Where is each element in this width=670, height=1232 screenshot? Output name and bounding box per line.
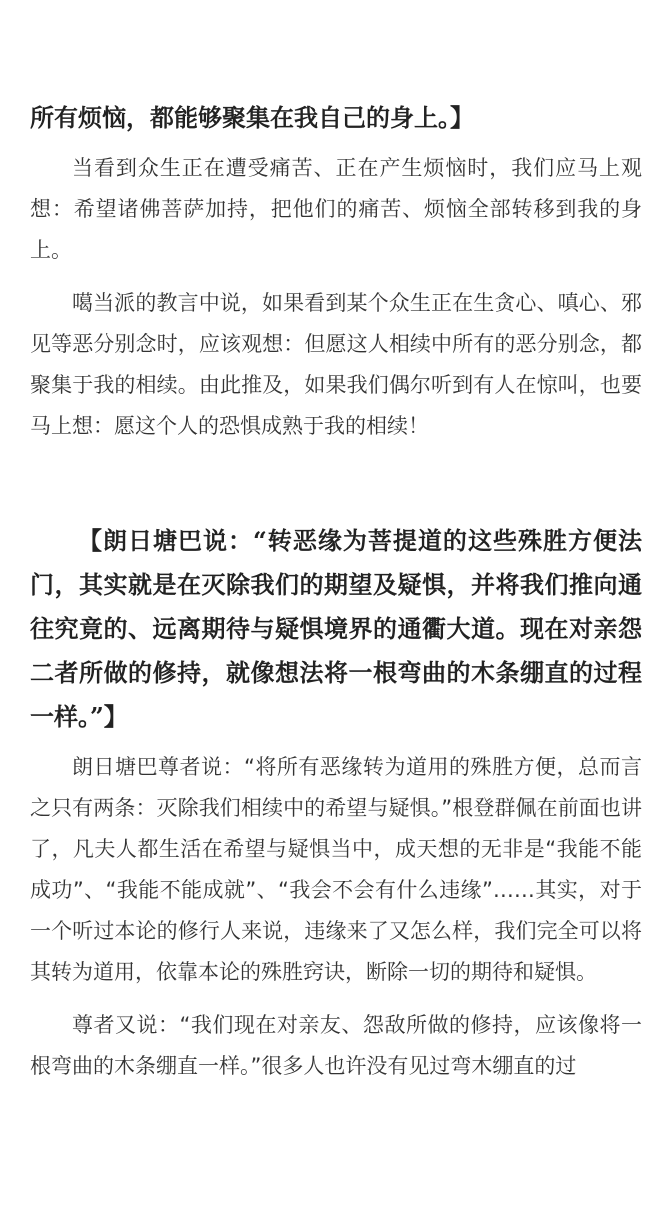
paragraph-2: 噶当派的教言中说，如果看到某个众生正在生贪心、嗔心、邪见等恶分别念时，应该观想：但愿这人相续中所有的恶分别念，都聚集于我的相续。由此推及，如果我们偶尔听到有人在惊叫，也要马上想：愿这个人的恐惧成熟于我的相续！ <box>30 291 642 438</box>
quote-block: 【朗日塘巴说：“转恶缘为菩提道的这些殊胜方便法门，其实就是在灭除我们的期望及疑惧，并将我们推向通往究竟的、远离期待与疑惧境界的通衢大道。现在对亲怨二者所做的修持，就像想法将一根弯曲的木条绷直的过程一样。”】 <box>30 526 642 731</box>
paragraph-4: 尊者又说：“我们现在对亲友、怨敌所做的修持，应该像将一根弯曲的木条绷直一样。”很多人也许没有见过弯木绷直的过 <box>30 1013 642 1078</box>
paragraph-3: 朗日塘巴尊者说：“将所有恶缘转为道用的殊胜方便，总而言之只有两条：灭除我们相续中的希望与疑惧。”根登群佩在前面也讲了，凡夫人都生活在希望与疑惧当中，成天想的无非是“我能不能成功”、“我能不能成就”、“我会不会有什么违缘”……其实，对于一个听过本论的修行人来说，违缘来了又怎么样，我们完全可以将其转为道用，依靠本论的殊胜窍诀，断除一切的期待和疑惧。 <box>30 755 642 984</box>
heading-continuation: 所有烦恼，都能够聚集在我自己的身上。】 <box>30 103 474 132</box>
document-page <box>30 96 642 1087</box>
paragraph-1: 当看到众生正在遭受痛苦、正在产生烦恼时，我们应马上观想：希望诸佛菩萨加持，把他们的痛苦、烦恼全部转移到我的身上。 <box>30 156 642 262</box>
